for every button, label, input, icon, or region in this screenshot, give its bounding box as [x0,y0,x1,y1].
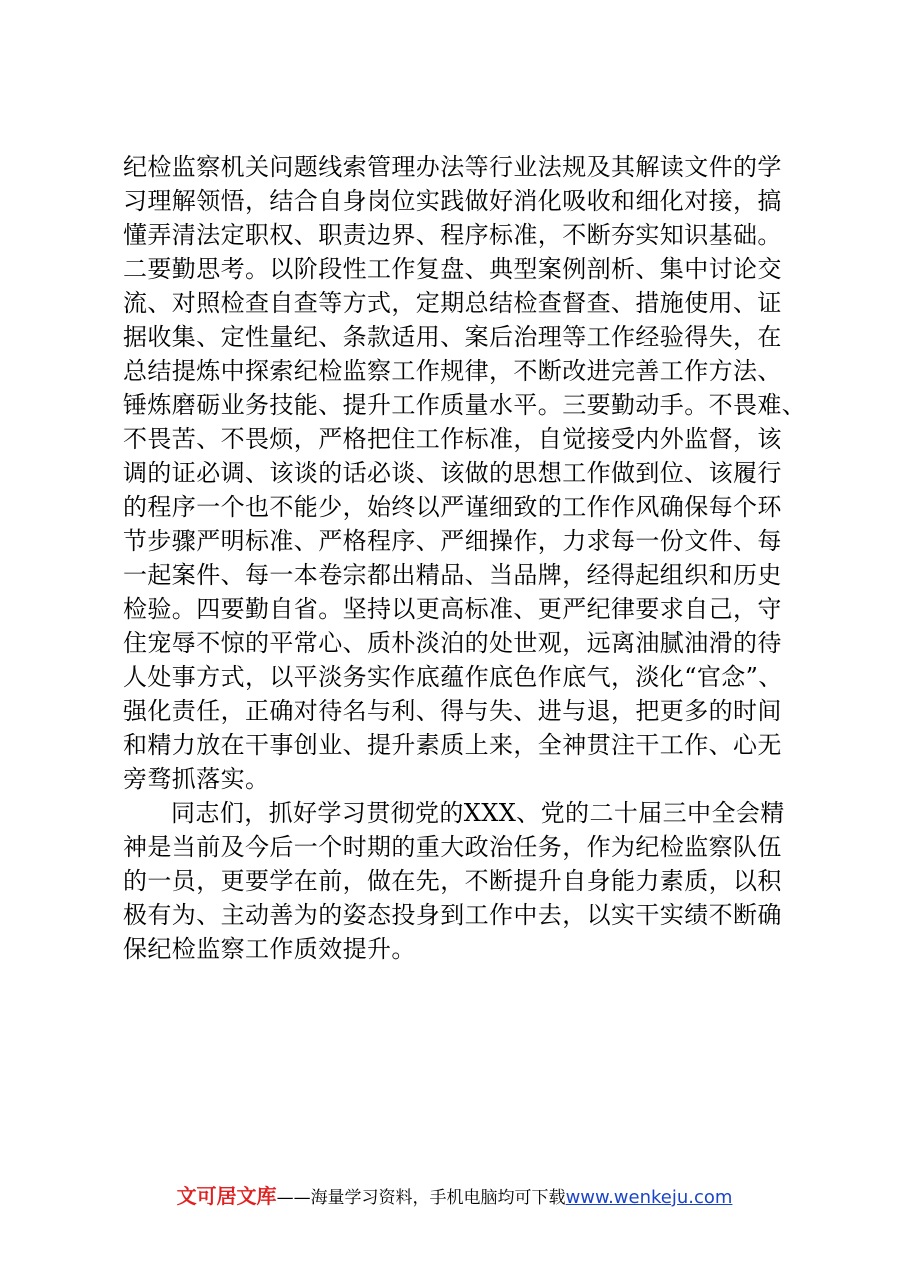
body-text-line: 强化责任，正确对待名与利、得与失、进与退，把更多的时间 [123,697,782,725]
page-footer [0,1183,909,1211]
body-text-line: 同志们，抓好学习贯彻党的XXX、党的二十届三中全会精 [171,799,785,827]
body-text-line: 不畏苦、不畏烦，严格把住工作标准，自觉接受内外监督，该 [123,425,782,453]
body-text-line: 二要勤思考。以阶段性工作复盘、典型案例剖析、集中讨论交 [123,255,782,283]
body-text-line: 调的证必调、该谈的话必谈、该做的思想工作做到位、该履行 [123,459,782,487]
body-text-line: 人处事方式，以平淡务实作底蕴作底色作底气，淡化“官念”、 [123,663,783,691]
body-text-line: 习理解领悟，结合自身岗位实践做好消化吸收和细化对接，搞 [123,187,782,215]
body-text-line: 极有为、主动善为的姿态投身到工作中去，以实干实绩不断确 [123,901,782,929]
body-text-line: 总结提炼中探索纪检监察工作规律，不断改进完善工作方法、 [123,357,782,385]
footer-dash: —— [276,1188,311,1208]
body-text-line: 住宠辱不惊的平常心、质朴淡泊的处世观，远离油腻油滑的待 [123,629,782,657]
body-text-line: 一起案件、每一本卷宗都出精品、当品牌，经得起组织和历史 [123,561,782,589]
footer-brand: 文可居文库 [176,1184,277,1208]
body-text-line: 纪检监察机关问题线索管理办法等行业法规及其解读文件的学 [123,153,782,181]
body-text-line: 流、对照检查自查等方式，定期总结检查督查、措施使用、证 [123,289,782,317]
body-text-line: 神是当前及今后一个时期的重大政治任务，作为纪检监察队伍 [123,833,782,861]
footer-website-link[interactable]: www.wenkeju.com [565,1187,733,1208]
body-text-line: 保纪检监察工作质效提升。 [123,935,416,963]
body-text-line: 的一员，更要学在前，做在先，不断提升自身能力素质，以积 [123,867,782,895]
body-text-line: 锤炼磨砺业务技能、提升工作质量水平。三要勤动手。不畏难、 [123,391,807,419]
body-text-line: 和精力放在干事创业、提升素质上来，全神贯注干工作、心无 [123,731,782,759]
footer-slogan: 海量学习资料，手机电脑均可下载 [310,1188,566,1208]
body-text-line: 据收集、定性量纪、条款适用、案后治理等工作经验得失，在 [123,323,782,351]
body-text-line: 旁骛抓落实。 [123,765,270,793]
body-text-line: 的程序一个也不能少，始终以严谨细致的工作作风确保每个环 [123,493,782,521]
body-text-line: 懂弄清法定职权、职责边界、程序标准，不断夯实知识基础。 [123,221,782,249]
body-text-line: 节步骤严明标准、严格程序、严细操作，力求每一份文件、每 [123,527,782,555]
body-text-line: 检验。四要勤自省。坚持以更高标准、更严纪律要求自己，守 [123,595,782,623]
